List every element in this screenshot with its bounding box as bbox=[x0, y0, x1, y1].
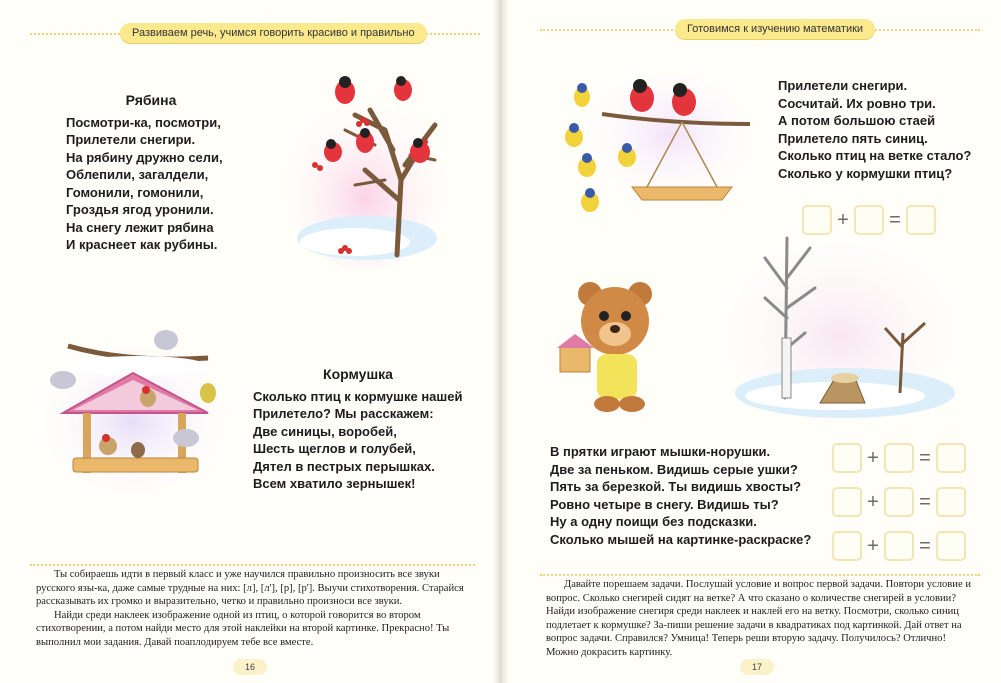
problem-line: Пять за березкой. Ты видишь хвосты? bbox=[550, 479, 802, 494]
instruction-paragraph: Ты собираешь идти в первый класс и уже научился правильно произносить все звуки русского язы-ка, даже самые трудные на них: [л], [л'], [р], [р']. Выучи стихотворения. Старайся рассказывать их громко и выразительно, четко и правильно произноси все звуки. bbox=[36, 569, 464, 607]
right-instruction bbox=[546, 578, 978, 659]
poem-line: На снегу лежит рябина bbox=[66, 219, 214, 235]
problem-line: А потом большою стаей bbox=[778, 113, 936, 128]
answer-box[interactable] bbox=[832, 531, 862, 561]
instruction-dotline-right bbox=[540, 574, 980, 576]
answer-box[interactable] bbox=[832, 487, 862, 517]
page-number-right: 17 bbox=[740, 659, 774, 675]
poem-line: Всем хватило зернышек! bbox=[253, 476, 416, 491]
poem-line: Гроздья ягод уронили. bbox=[66, 202, 214, 217]
answer-box[interactable] bbox=[884, 531, 914, 561]
book-spine bbox=[492, 0, 509, 683]
equation-row-4 bbox=[832, 531, 966, 561]
equation-row-2 bbox=[832, 443, 966, 473]
plus-sign: + bbox=[867, 447, 879, 469]
plus-sign: + bbox=[867, 535, 879, 557]
problem-line: Ровно четыре в снегу. Видишь ты? bbox=[550, 496, 779, 512]
poem-line: На рябину дружно сели, bbox=[66, 149, 223, 165]
winter-forest-illustration bbox=[725, 228, 955, 423]
poem-line: Посмотри-ка, посмотри, bbox=[66, 114, 221, 130]
instruction-dotline-left bbox=[30, 564, 475, 566]
answer-box[interactable] bbox=[936, 443, 966, 473]
poem-line: И краснеет как рубины. bbox=[66, 237, 218, 252]
poem-line: Облепили, загалдели, bbox=[66, 167, 209, 182]
instruction-paragraph: Давайте порешаем задачи. Послушай условие и вопрос первой задачи. Повтори условие и вопрос. Сколько снегирей сидят на ветке? А что сказано о количестве снегирей в условии? Найди изображение снегиря среди наклеек и наклей его на ветку. Посмотри, сколько синиц подлетает к кормушке? За-пиши решение задачи в квадратиках под картинкой. Дай ответ на вопрос задачи. Справился? Умница! Теперь реши вторую задачу. Получилось? Отлично! Можно докрасить картинку. bbox=[546, 579, 971, 658]
problem-1-text bbox=[778, 77, 978, 182]
poem-ryabina bbox=[66, 92, 236, 254]
left-header-tag: Развиваем речь, учимся говорить красиво и правильно bbox=[120, 23, 427, 43]
answer-box[interactable] bbox=[936, 487, 966, 517]
poem-line: Прилетели снегири. bbox=[66, 132, 196, 147]
bullfinches-titmice-illustration bbox=[552, 72, 752, 222]
instruction-paragraph: Найди среди наклеек изображение одной из птиц, о которой говорится во втором стихотворении, а потом найди место для этой наклейки на второй картинке. Прекрасно! Ты выполнил мои задания. Давай поаплодируем тебе все вместе. bbox=[36, 609, 450, 648]
problem-line: Ну а одну поищи без подсказки. bbox=[550, 514, 757, 529]
problem-line: Сколько у кормушки птиц? bbox=[778, 165, 953, 181]
poem-kormushka bbox=[253, 366, 463, 493]
page-number-left: 16 bbox=[233, 659, 267, 675]
poem-line: Две синицы, воробей, bbox=[253, 423, 397, 439]
problem-2-text bbox=[550, 443, 810, 548]
answer-box[interactable] bbox=[884, 443, 914, 473]
equals-sign: = bbox=[919, 491, 931, 513]
problem-line: Сколько птиц на ветке стало? bbox=[778, 148, 972, 163]
problem-line: Прилетели снегири. bbox=[778, 78, 908, 93]
problem-line: Две за пеньком. Видишь серые ушки? bbox=[550, 461, 798, 477]
bear-illustration bbox=[552, 276, 672, 416]
right-header-tag: Готовимся к изучению математики bbox=[675, 19, 875, 39]
poem-title: Рябина bbox=[125, 92, 177, 108]
problem-line: В прятки играют мышки-норушки. bbox=[550, 444, 771, 459]
rowan-tree-illustration bbox=[285, 70, 445, 270]
problem-line: Прилетело пять синиц. bbox=[778, 130, 928, 146]
equals-sign: = bbox=[889, 209, 901, 231]
plus-sign: + bbox=[867, 491, 879, 513]
answer-box[interactable] bbox=[884, 487, 914, 517]
left-instruction bbox=[36, 568, 466, 649]
plus-sign: + bbox=[837, 209, 849, 231]
equation-row-3 bbox=[832, 487, 966, 517]
poem-title: Кормушка bbox=[323, 366, 393, 382]
poem-line: Дятел в пестрых перышках. bbox=[253, 458, 435, 474]
answer-box[interactable] bbox=[832, 443, 862, 473]
bird-feeder-illustration bbox=[38, 318, 228, 493]
equals-sign: = bbox=[919, 535, 931, 557]
answer-box[interactable] bbox=[936, 531, 966, 561]
poem-line: Шесть щеглов и голубей, bbox=[253, 441, 416, 456]
poem-line: Гомонили, гомонили, bbox=[66, 184, 204, 200]
equals-sign: = bbox=[919, 447, 931, 469]
poem-line: Сколько птиц к кормушке нашей bbox=[253, 388, 463, 404]
problem-line: Сколько мышей на картинке-раскраске? bbox=[550, 531, 812, 547]
problem-line: Сосчитай. Их ровно три. bbox=[778, 95, 936, 111]
poem-line: Прилетело? Мы расскажем: bbox=[253, 406, 434, 421]
